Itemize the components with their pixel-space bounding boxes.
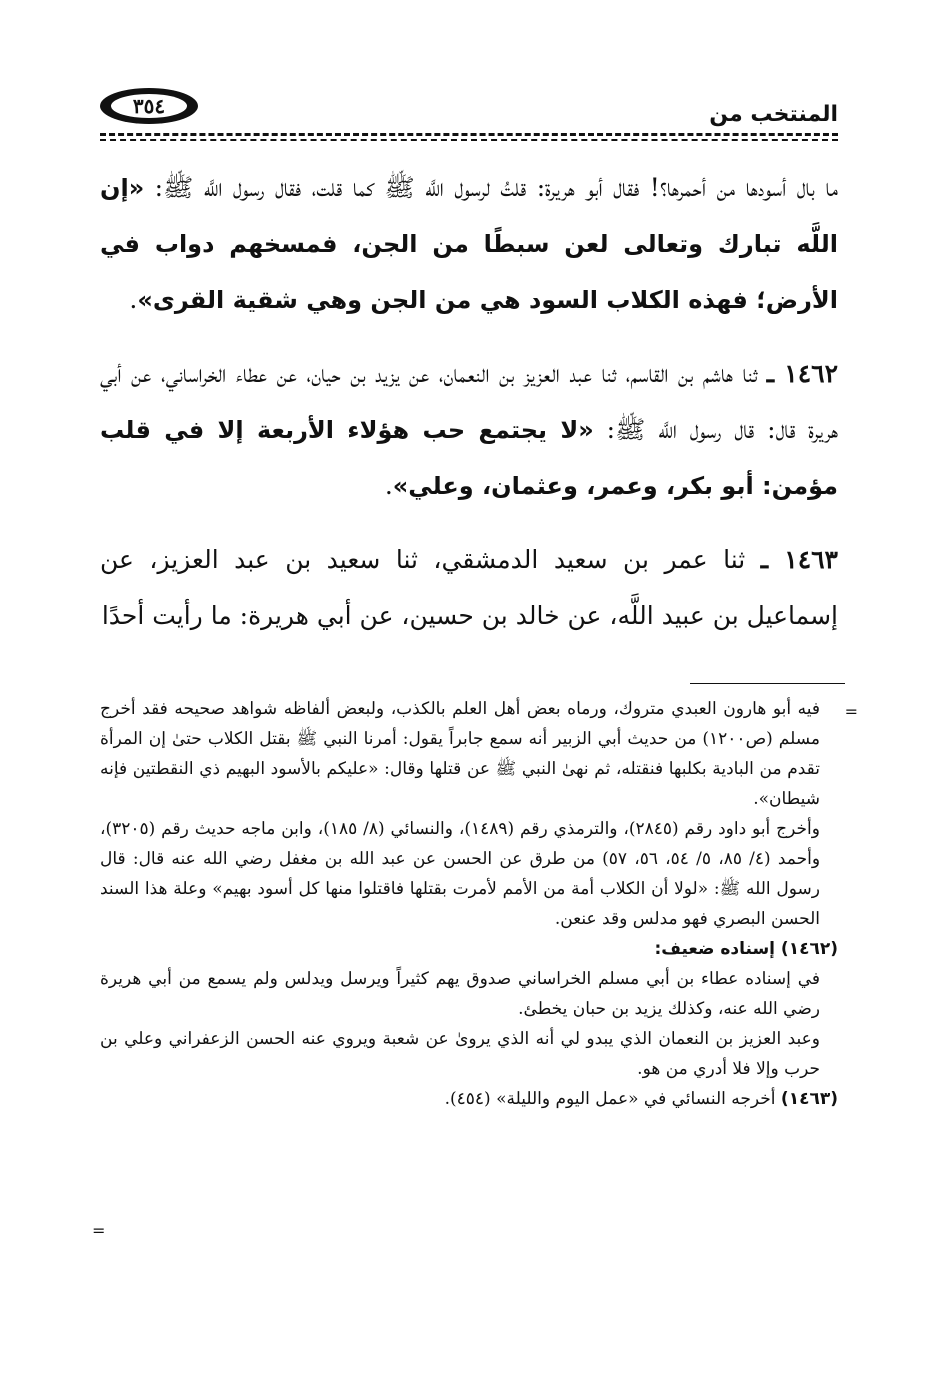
hadith-number: ١٤٦٢ ـ xyxy=(766,359,838,388)
book-title: المنتخب من xyxy=(709,102,838,127)
continuation-mark: = xyxy=(844,702,858,721)
continuation-mark: = xyxy=(92,1221,106,1240)
footnotes xyxy=(100,694,838,1114)
footnote-text: فيه أبو هارون العبدي متروك، ورماه بعض أهل العلم بالكذب، ولبعض ألفاظه شواهد صحيحه فقد أخرج مسلم (ص١٢٠٠) من حديث أبي الزبير أنه سمع جابراً يقول: أمرنا النبي ﷺ بقتل الكلاب حتىٰ إن المرأة تقدم من البادية بكلبها فنقتله، ثم نهىٰ النبي ﷺ عن قتلها وقال: «عليكم بالأسود البهيم ذي النقطتين فإنه شيطان». xyxy=(100,699,820,809)
hadith-1462: ١٤٦٢ ـ ثنا هاشم بن القاسم، ثنا عبد العزيز بن النعمان، عن يزيد بن حيان، عن عطاء الخراساني، عن أبي هريرة قال: قال رسول اللَّه ﷺ: «لا يجتمع حب هؤلاء الأربعة إلا في قلب مؤمن: أبو بكر، وعمر، وعثمان، وعلي». xyxy=(100,359,839,500)
hadith-1463: ١٤٦٣ ـ ثنا عمر بن سعيد الدمشقي، ثنا سعيد بن عبد العزيز، عن إسماعيل بن عبيد اللَّه، عن خالد بن حسين، عن أبي هريرة: ما رأيت أحدًا xyxy=(100,545,838,630)
footnote-text: في إسناده عطاء بن أبي مسلم الخراساني صدوق يهم كثيراً ويرسل ويدلس ولم يسمع من أبي هريرة رضي الله عنه، وكذلك يزيد بن حبان يخطئ. xyxy=(100,969,820,1019)
footnote-text: وعبد العزيز بن النعمان الذي يبدو لي أنه الذي يروىٰ عن شعبة ويروي عنه الحسن الزعفراني وعلي بن حرب وإلا فلا أدري من هو. xyxy=(100,1029,820,1079)
paragraph-continuation: ما بال أسودها من أحمرها؟! فقال أبو هريرة: قلتُ لرسول اللَّه ﷺ كما قلت، فقال رسول اللَّه ﷺ: «إن اللَّه تبارك وتعالى لعن سبطًا من الجن، فمسخهم دواب في الأرض؛ فهذه الكلاب السود هي من الجن وهي شقية القرى». xyxy=(100,173,838,314)
footnote-text: وأخرج أبو داود رقم (٢٨٤٥)، والترمذي رقم (١٤٨٩)، والنسائي (٨/ ١٨٥)، وابن ماجه حديث رقم (٣٢٠٥)، وأحمد (٤/ ٨٥، ٥/ ٥٤، ٥٦، ٥٧) من طرق عن الحسن عن عبد الله بن مغفل رضي الله عنه قال: قال رسول الله ﷺ: «لولا أن الكلاب أمة من الأمم لأمرت بقتلها فاقتلوا منها كل أسود بهيم» وعلة هذا السند الحسن البصري فهو مدلس وقد عنعن. xyxy=(100,819,821,929)
main-text xyxy=(100,160,838,662)
header-divider xyxy=(100,133,838,147)
footnote-heading: (١٤٦٢) إسناده ضعيف: xyxy=(654,939,838,959)
footnote-divider xyxy=(690,683,845,684)
running-header xyxy=(100,82,838,132)
footnote-1463: (١٤٦٣) أخرجه النسائي في «عمل اليوم والليلة» (٤٥٤). xyxy=(444,1089,838,1109)
page-number: ٣٥٤ xyxy=(111,94,187,118)
hadith-number: ١٤٦٣ ـ xyxy=(760,545,838,574)
hadith-text: «لا يجتمع حب هؤلاء الأربعة إلا في قلب مؤمن: أبو بكر، وعمر، وعثمان، وعلي» xyxy=(100,416,838,500)
page-number-badge xyxy=(100,88,198,124)
hadith-text: «إن اللَّه تبارك وتعالى لعن سبطًا من الجن، فمسخهم دواب في الأرض؛ فهذه الكلاب السود هي من الجن وهي شقية القرى» xyxy=(100,174,838,314)
